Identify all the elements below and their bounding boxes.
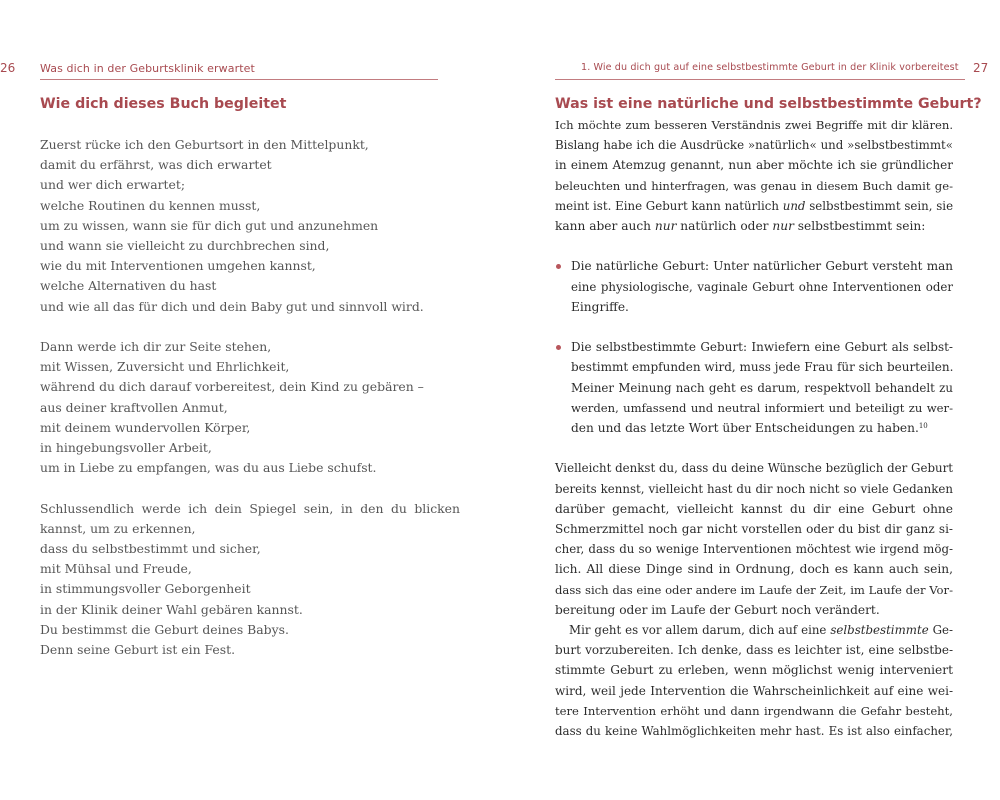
text-run: Ge-	[928, 623, 953, 638]
poem-line: Schlussendlich werde ich dein Spiegel sein, in den du blicken	[40, 500, 460, 516]
poem-line: um in Liebe zu empfangen, was du aus Liebe schufst.	[40, 460, 377, 476]
poem-stanza-3	[40, 499, 460, 661]
poem-line: Zuerst rücke ich den Geburtsort in den Mittelpunkt,	[40, 137, 369, 152]
list-item-natural-birth	[555, 256, 953, 317]
text-line: burt vorzubereiten. Ich denke, dass es leichter ist, eine selbstbe-	[555, 643, 953, 658]
text-run: natürlich oder	[676, 219, 773, 234]
text-line: lich. All diese Dinge sind in Ordnung, doch es kann auch sein,	[555, 562, 953, 577]
text-line	[571, 418, 953, 438]
section-heading-left: Wie dich dieses Buch begleitet	[40, 96, 287, 112]
intro-paragraph	[555, 115, 953, 236]
body-text	[555, 115, 953, 741]
text-line: in einem Atemzug genannt, nun aber möchte ich sie gründlicher	[555, 158, 953, 173]
text-line: Schmerzmittel noch gar nicht vorstellen oder du bist dir ganz si-	[555, 522, 953, 537]
text-line	[555, 620, 953, 640]
text-run: Mir geht es vor allem darum, dich auf eine	[569, 623, 831, 638]
text-line: bereits kennst, vielleicht hast du dir noch nicht so viele Gedanken	[555, 481, 953, 496]
poem-line: wie du mit Interventionen umgehen kannst,	[40, 258, 316, 274]
spacer	[555, 317, 953, 337]
bullet-icon	[556, 264, 561, 269]
text-line: darüber gemacht, vielleicht kannst du dir eine Geburt ohne	[555, 501, 953, 516]
footnote-reference: 10	[918, 422, 928, 431]
text-line: Ich möchte zum besseren Verständnis zwei Begriffe mit dir klären.	[555, 118, 953, 132]
page-number-right: 27	[973, 61, 989, 75]
bullet-icon	[556, 345, 561, 350]
poem-line: kannst, um zu erkennen,	[40, 520, 196, 536]
text-line	[555, 216, 953, 236]
text-line: Meiner Meinung nach geht es darum, respektvoll behandelt zu	[571, 380, 953, 395]
header-rule-right	[555, 79, 965, 80]
text-line: bestimmt empfunden wird, muss jede Frau für sich beurteilen.	[571, 360, 954, 375]
text-line: dass sich das eine oder andere im Laufe der Zeit, im Laufe der Vor-	[555, 582, 953, 597]
text-run: selbstbestimmt sein:	[793, 219, 926, 234]
text-line: Die natürliche Geburt: Unter natürlicher Geburt versteht man	[571, 259, 953, 274]
emphasis: und	[782, 198, 806, 213]
poem-stanza-2	[40, 337, 460, 478]
text-run: meint ist. Eine Geburt kann natürlich	[555, 198, 783, 213]
running-head-right: 1. Wie du dich gut auf eine selbstbestimmte Geburt in der Klinik vorbereitest	[581, 62, 959, 73]
poem-stanza-1	[40, 135, 460, 317]
poem-line: Du bestimmst die Geburt deines Babys.	[40, 621, 289, 637]
text-line: Vielleicht denkst du, dass du deine Wünsche bezüglich der Geburt	[555, 461, 953, 476]
poem-line: Denn seine Geburt ist ein Fest.	[40, 642, 236, 658]
poem-line: dass du selbstbestimmt und sicher,	[40, 541, 261, 557]
text-line: dass du keine Wahlmöglichkeiten mehr hast. Es ist also einfacher,	[555, 724, 953, 739]
text-line: stimmte Geburt zu erleben, wenn möglichst wenig interveniert	[555, 663, 953, 678]
paragraph	[555, 620, 953, 741]
text-line: tere Intervention erhöht und dann irgendwann die Gefahr besteht,	[555, 703, 953, 718]
poem-line: in stimmungsvoller Geborgenheit	[40, 581, 251, 597]
emphasis: nur	[654, 219, 677, 234]
emphasis: nur	[772, 219, 794, 234]
poem-line: welche Routinen du kennen musst,	[40, 197, 261, 213]
poem-line: mit deinem wundervollen Körper,	[40, 419, 251, 435]
text-run: den und das letzte Wort über Entscheidungen zu haben.	[571, 421, 919, 436]
list-item-self-determined-birth	[555, 337, 953, 438]
header-rule-left	[40, 79, 438, 80]
text-line: wird, weil jede Intervention die Wahrscheinlichkeit auf eine wei-	[555, 683, 953, 698]
text-line: eine physiologische, vaginale Geburt ohne Interventionen oder	[571, 279, 953, 294]
poem-line: um zu wissen, wann sie für dich gut und anzunehmen	[40, 217, 379, 233]
section-heading-right: Was ist eine natürliche und selbstbestimmte Geburt?	[555, 96, 982, 112]
poem-line: mit Mühsal und Freude,	[40, 561, 192, 577]
text-line	[555, 196, 953, 216]
right-page	[500, 0, 1000, 800]
poem-line: und wer dich erwartet;	[40, 177, 186, 193]
text-line: cher, dass du so wenige Interventionen möchtest wie irgend mög-	[555, 542, 953, 557]
poem-line: Dann werde ich dir zur Seite stehen,	[40, 339, 272, 355]
poem-line: in der Klinik deiner Wahl gebären kannst.	[40, 601, 303, 617]
text-line: Bislang habe ich die Ausdrücke »natürlich« und »selbstbestimmt«	[555, 138, 953, 153]
page-number-left: 26	[0, 61, 16, 75]
text-line: Eingriffe.	[571, 299, 629, 314]
poem	[40, 135, 460, 680]
poem-line: und wie all das für dich und dein Baby gut und sinnvoll wird.	[40, 298, 424, 314]
text-line: werden, umfassend und neutral informiert und beteiligt zu wer-	[571, 400, 953, 415]
text-run: selbstbestimmt sein, sie	[805, 198, 954, 213]
poem-line: aus deiner kraftvollen Anmut,	[40, 399, 228, 415]
poem-line: damit du erfährst, was dich erwartet	[40, 157, 272, 173]
poem-line: während du dich darauf vorbereitest, dein Kind zu gebären –	[40, 379, 424, 395]
spacer	[555, 438, 953, 458]
running-head-left: Was dich in der Geburtsklinik erwartet	[40, 62, 255, 75]
spacer	[555, 236, 953, 256]
text-line: beleuchten und hinterfragen, was genau in diesem Buch damit ge-	[555, 178, 953, 193]
poem-line: und wann sie vielleicht zu durchbrechen sind,	[40, 238, 330, 254]
text-line: Die selbstbestimmte Geburt: Inwiefern eine Geburt als selbst-	[571, 340, 953, 355]
text-run: kann aber auch	[555, 219, 655, 234]
poem-line: mit Wissen, Zuversicht und Ehrlichkeit,	[40, 359, 290, 375]
poem-line: welche Alternativen du hast	[40, 278, 217, 294]
poem-line: in hingebungsvoller Arbeit,	[40, 440, 212, 456]
emphasis: selbstbestimmte	[830, 623, 929, 638]
paragraph	[555, 458, 953, 620]
text-line: bereitung oder im Laufe der Geburt noch verändert.	[555, 602, 880, 617]
